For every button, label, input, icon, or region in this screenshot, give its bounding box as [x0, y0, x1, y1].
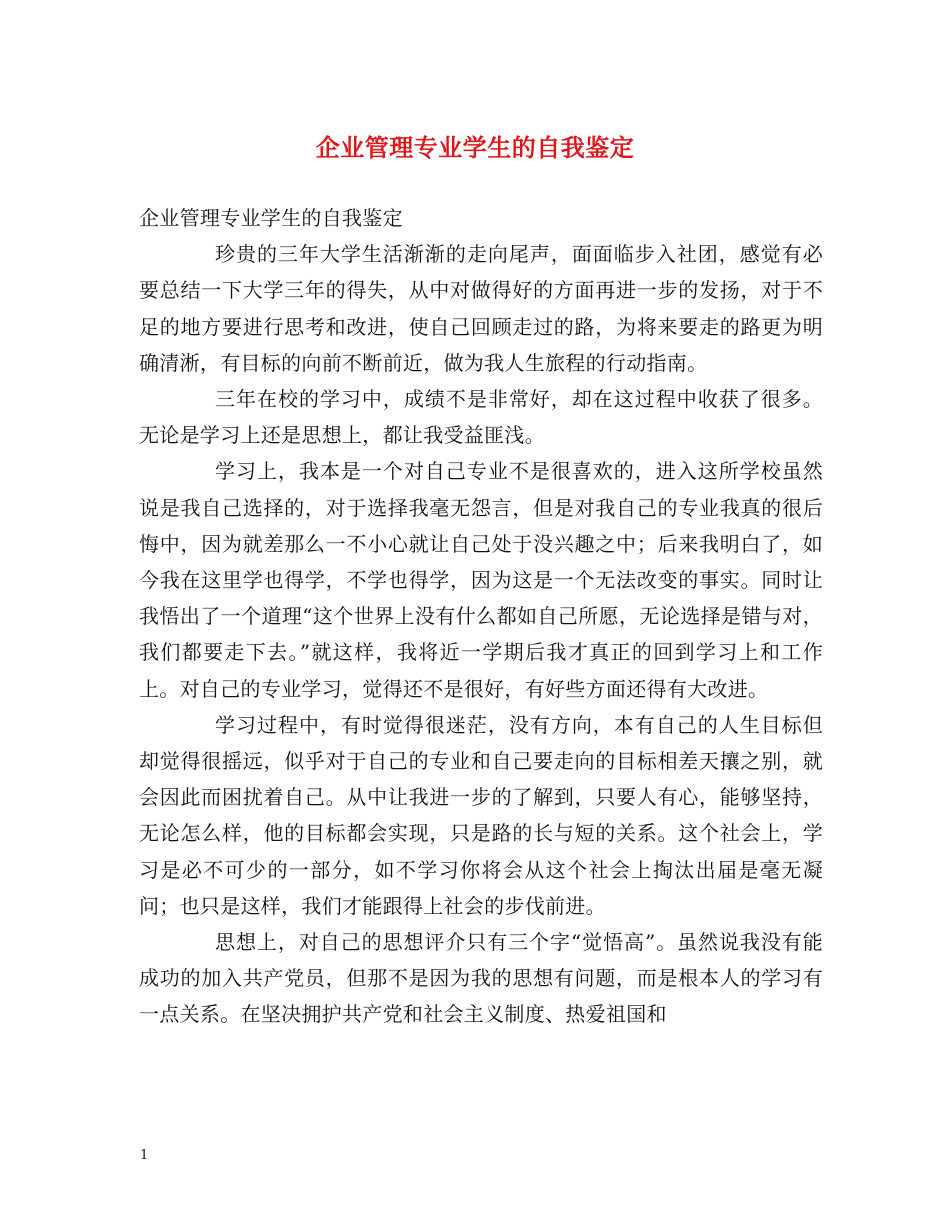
paragraph-study-summary: 三年在校的学习中，成绩不是非常好，却在这过程中收获了很多。无论是学习上还是思想上，都让我受益匪浅。 [139, 387, 823, 448]
paragraph-study: 学习上，我本是一个对自己专业不是很喜欢的，进入这所学校虽然说是我自己选择的，对于选择我毫无怨言，但是对我自己的专业我真的很后悔中，因为就差那么一不小心就让自己处于没兴趣之中；后来我明白了，如今我在这里学也得学，不学也得学，因为这是一个无法改变的事实。同时让我悟出了一个道理“这个世界上没有什么都如自己所愿，无论选择是错与对，我们都要走下去。”就这样，我将近一学期后我才真正的回到学习上和工作上。对自己的专业学习，觉得还不是很好，有好些方面还得有大改进。 [139, 459, 823, 701]
page-number: 1 [140, 1148, 149, 1163]
paragraph-learning-process: 学习过程中，有时觉得很迷茫，没有方向，本有自己的人生目标但却觉得很摇远，似乎对于自己的专业和自己要走向的目标相差天攘之别，就会因此而困扰着自己。从中让我进一步的了解到，只要人有心，能够坚持，无论怎么样，他的目标都会实现，只是路的长与短的关系。这个社会上，学习是必不可少的一部分，如不学习你将会从这个社会上掏汰出届是毫无凝问；也只是这样，我们才能跟得上社会的步伐前进。 [139, 712, 823, 918]
paragraph-intro: 珍贵的三年大学生活渐渐的走向尾声，面面临步入社团，感觉有必要总结一下大学三年的得失，从中对做得好的方面再进一步的发扬，对于不足的地方要进行思考和改进，使自己回顾走过的路，为将来要走的路更为明确清淅，有目标的向前不断前近，做为我人生旅程的行动指南。 [139, 242, 823, 375]
paragraph-thought: 思想上，对自己的思想评介只有三个字“觉悟高”。虽然说我没有能成功的加入共产党员，但那不是因为我的思想有问题，而是根本人的学习有一点关系。在坚决拥护共产党和社会主义制度、热爱祖国和 [139, 930, 823, 1027]
document-body [139, 200, 823, 1033]
document-title: 企业管理专业学生的自我鉴定 [315, 133, 635, 162]
document-subtitle: 企业管理专业学生的自我鉴定 [139, 206, 403, 230]
